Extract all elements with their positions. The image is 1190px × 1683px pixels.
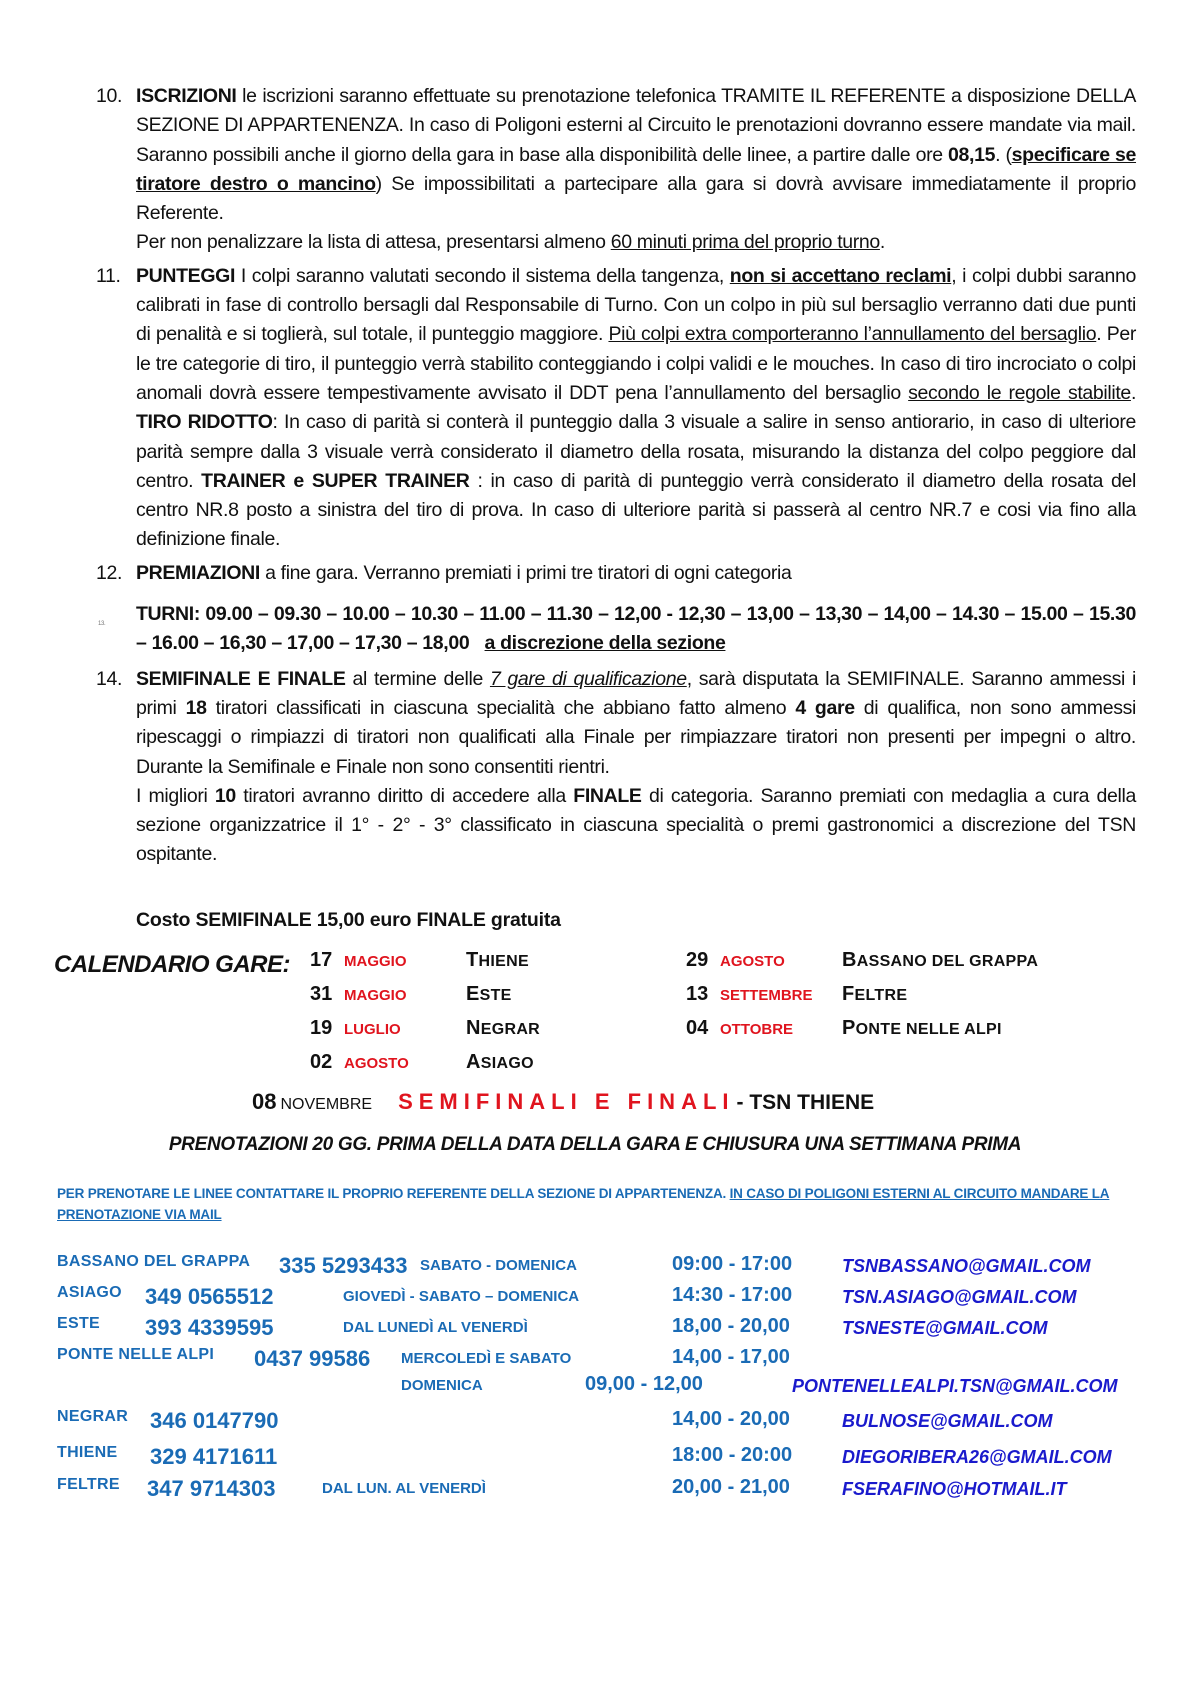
email-link[interactable]: TSN.ASIAGO@GMAIL.COM	[842, 1287, 1077, 1307]
rule-number: 13.	[98, 621, 106, 628]
rule-number: 10.	[96, 85, 123, 107]
contact-row-ponte-nelle-alpi-sunday: DOMENICA 09,00 - 12,00 PONTENELLEALPI.TSN@GMAIL.COM	[401, 1373, 1118, 1396]
contact-row-este: ESTE 393 4339595 DAL LUNEDÌ AL VENERDÌ 18,00 - 20,00 TSNESTE@GMAIL.COM	[57, 1315, 1048, 1340]
rule-number: 12.	[96, 561, 123, 584]
handedness-note: specificare se tiratore destro o mancino	[136, 143, 1137, 195]
final-event-title: SEMIFINALI E FINALI	[398, 1089, 735, 1114]
calendar-entry: 17 MAGGIO THIENE	[310, 949, 529, 971]
email-link[interactable]: BULNOSE@GMAIL.COM	[842, 1411, 1053, 1431]
rule-13-turni: 13. TURNI: 09.00 – 09.30 – 10.00 – 10.30 – 11.00 – 11.30 – 12,00 - 12,30 – 13,00 – 13,30 – 14,00 – 14.30 – 15.00 – 15.30 – 16.00 – 16,30 – 17,00 – 17,30 – 18,00 a discrezione della sezione	[98, 603, 1136, 655]
contact-row-thiene: THIENE 329 4171611 18:00 - 20:00 DIEGORIBERA26@GMAIL.COM	[57, 1444, 1112, 1469]
booking-deadline-note: PRENOTAZIONI 20 GG. PRIMA DELLA DATA DELLA GARA E CHIUSURA UNA SETTIMANA PRIMA	[168, 1134, 1022, 1155]
rules-list	[96, 82, 1136, 870]
email-link[interactable]: TSNESTE@GMAIL.COM	[842, 1318, 1048, 1338]
arrival-note: 60 minuti prima del proprio turno	[610, 231, 880, 254]
rule-title: TURNI: 09.00 – 09.30 – 10.00 – 10.30 – 11.00 – 11.30 – 12,00 - 12,30 – 13,00 – 13,30 – 14,00 – 14.30 – 15.00 – 15.30 – 16.00 – 16,30 – 17,00 – 17,30 – 18,00	[136, 603, 1136, 655]
rule-title: PREMIAZIONI	[136, 561, 260, 584]
email-link[interactable]: PONTENELLEALPI.TSN@GMAIL.COM	[792, 1376, 1118, 1396]
contact-row-ponte-nelle-alpi: PONTE NELLE ALPI 0437 99586 MERCOLEDÌ E SABATO 14,00 - 17,00	[57, 1346, 790, 1371]
email-link[interactable]: TSNBASSANO@GMAIL.COM	[842, 1256, 1091, 1276]
rule-12-premiazioni: 12. PREMIAZIONI a fine gara. Verranno premiati i primi tre tiratori di ogni categoria	[96, 559, 1136, 588]
calendar-entry: 29 AGOSTO BASSANO DEL GRAPPA	[686, 949, 1039, 971]
rule-title: SEMIFINALE E FINALE	[136, 667, 346, 690]
calendar-entry: 31 MAGGIO ESTE	[310, 983, 512, 1005]
rule-14-semifinale: 14. SEMIFINALE E FINALE al termine delle 7 gare di qualificazione, sarà disputata la SEMIFINALE. Saranno ammessi i primi 18 tiratori classificati in ciascuna specialità che abbiano fatto almeno 4 gare di qualifica, non sono ammessi ripescaggi o rimpiazzi di tiratori non qualificati alla Finale per rimpiazzare tiratori non presenti per impegni o altro. Durante la Semifinale e Finale non sono consentiti rientri. I migliori 10 tiratori avranno diritto di accedere alla FINALE di categoria. Saranno premiati con medaglia a cura della sezione organizzatrice il 1° - 2° - 3° classificato in ciascuna specialità o premi gastronomici a discrezione del TSN ospitante.	[96, 665, 1136, 870]
calendar-right-column	[686, 949, 1038, 1051]
calendar-entry: 04 OTTOBRE PONTE NELLE ALPI	[686, 1017, 1002, 1039]
contact-row-negrar: NEGRAR 346 0147790 14,00 - 20,00 BULNOSE@GMAIL.COM	[57, 1408, 1053, 1433]
calendar-entry: 19 LUGLIO NEGRAR	[310, 1017, 541, 1039]
contact-row-bassano: BASSANO DEL GRAPPA 335 5293433 SABATO - DOMENICA 09:00 - 17:00 TSNBASSANO@GMAIL.COM	[57, 1253, 1091, 1278]
semifinal-cost: Costo SEMIFINALE 15,00 euro FINALE gratuita	[136, 909, 561, 931]
calendar-left-column	[310, 949, 540, 1085]
calendar-entry: 13 SETTEMBRE FELTRE	[686, 983, 908, 1005]
final-event-line: 08 NOVEMBRE SEMIFINALI E FINALI - TSN THIENE	[252, 1089, 875, 1114]
contact-row-feltre: FELTRE 347 9714303 DAL LUN. AL VENERDÌ 20,00 - 21,00 FSERAFINO@HOTMAIL.IT	[57, 1476, 1067, 1501]
rule-number: 11.	[96, 264, 121, 287]
contact-row-asiago: ASIAGO 349 0565512 GIOVEDÌ - SABATO – DOMENICA 14:30 - 17:00 TSN.ASIAGO@GMAIL.COM	[57, 1284, 1077, 1309]
rule-number: 14.	[96, 667, 123, 690]
rule-10-iscrizioni: 10. ISCRIZIONI le iscrizioni saranno effettuate su prenotazione telefonica TRAMITE IL REFERENTE a disposizione DELLA SEZIONE DI APPARTENENZA. In caso di Poligoni esterni al Circuito le prenotazioni dovranno essere mandate via mail. Saranno possibili anche il giorno della gara in base alla disponibilità delle linee, a partire dalle ore 08,15. (specificare se tiratore destro o mancino) Se impossibilitati a partecipare alla gara si dovrà avvisare immediatamente il proprio Referente. Per non penalizzare la lista di attesa, presentarsi almeno 60 minuti prima del proprio turno.	[96, 82, 1136, 258]
email-link[interactable]: DIEGORIBERA26@GMAIL.COM	[842, 1447, 1112, 1467]
calendar-entry: 02 AGOSTO ASIAGO	[310, 1051, 534, 1073]
rule-title: ISCRIZIONI	[136, 85, 237, 107]
rule-11-punteggi: 11. PUNTEGGI I colpi saranno valutati secondo il sistema della tangenza, non si accettano reclami, i colpi dubbi saranno calibrati in fase di controllo bersagli dal Responsabile di Turno. Con un colpo in più sul bersaglio verranno dati due punti di penalità e si toglierà, sul totale, il punteggio maggiore. Più colpi extra comporteranno l’annullamento del bersaglio. Per le tre categorie di tiro, il punteggio verrà stabilito conteggiando i colpi validi e le mouches. In caso di tiro incrociato o colpi anomali dovrà essere tempestivamente avvisato il DDT pena l’annullamento del bersaglio secondo le regole stabilite. TIRO RIDOTTO: In caso di parità si conterà il punteggio dalla 3 visuale a salire in senso antiorario, in caso di ulteriore parità sempre dalla 3 visuale verrà considerato il diametro della rosata, misurando la distanza del colpo peggiore dal centro. TRAINER e SUPER TRAINER : in caso di parità di punteggio verrà considerato il diametro della rosata del centro NR.8 posto a sinistra del tiro di prova. In caso di ulteriore parità si passerà al centro NR.7 e cosi via fino alla definizione finale.	[96, 262, 1136, 555]
email-link[interactable]: FSERAFINO@HOTMAIL.IT	[842, 1479, 1067, 1499]
rule-title: PUNTEGGI	[136, 264, 236, 287]
calendar-title: CALENDARIO GARE:	[54, 951, 290, 978]
booking-notice: PER PRENOTARE LE LINEE CONTATTARE IL PROPRIO REFERENTE DELLA SEZIONE DI APPARTENENZA. IN CASO DI POLIGONI ESTERNI AL CIRCUITO MANDARE LA PRENOTAZIONE VIA MAIL	[57, 1186, 1110, 1222]
